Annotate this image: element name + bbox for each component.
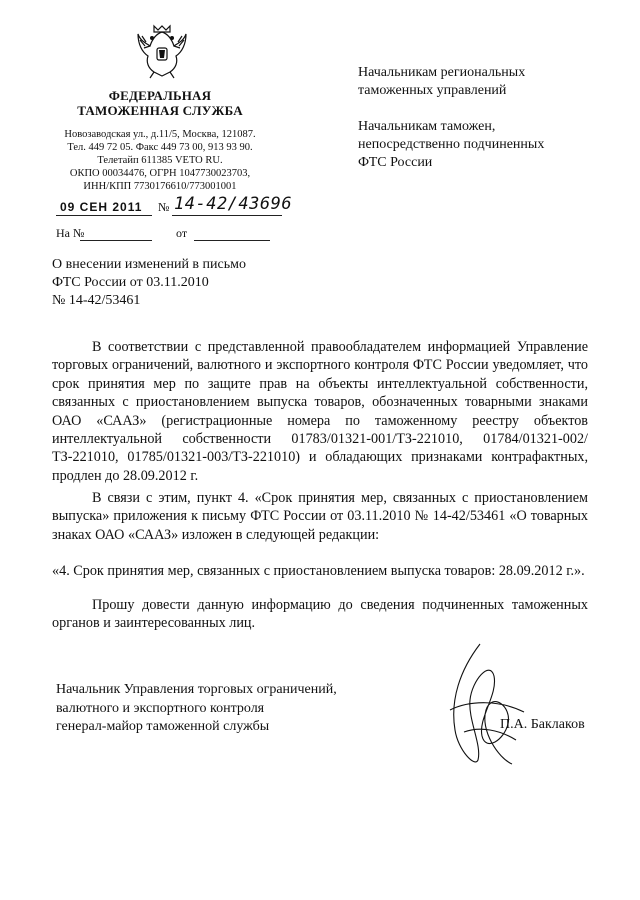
reference-date-blank: [194, 240, 270, 241]
signatory-title-line2: валютного и экспортного контроля: [56, 700, 265, 716]
signatory-name: П.А. Баклаков: [500, 717, 585, 732]
letter-subject: [52, 256, 312, 310]
org-address: Новозаводская ул., д.11/5, Москва, 121087.: [64, 129, 256, 140]
org-phones: Тел. 449 72 05. Факс 449 73 00, 913 93 90.: [67, 142, 253, 153]
reference-number-label: На №: [56, 226, 85, 240]
addressee-customs-line3: ФТС России: [358, 155, 433, 170]
registration-date-stamp: 09 СЕН 2011: [60, 200, 143, 214]
addressee-customs-line1: Начальникам таможен,: [358, 119, 496, 134]
coat-of-arms-icon: [134, 22, 190, 80]
addressee-customs-line2: непосредственно подчиненных: [358, 137, 545, 152]
addressee-regional-line1: Начальникам региональных: [358, 65, 526, 80]
handwritten-signature: [420, 640, 530, 775]
registration-number-label: №: [158, 200, 170, 214]
reference-from-label: от: [176, 226, 188, 240]
subject-line3: № 14-42/53461: [52, 293, 141, 308]
subject-line2: ФТС России от 03.11.2010: [52, 275, 209, 290]
org-name-line1: ФЕДЕРАЛЬНАЯ: [108, 88, 212, 103]
number-underline: [172, 215, 282, 216]
reference-number-blank: [80, 240, 152, 241]
signatory-title: [56, 681, 337, 737]
body-paragraph-3: «4. Срок принятия мер, связанных с приостановлением выпуска товаров: 28.09.2012 г.».: [52, 563, 585, 579]
org-inn-kpp: ИНН/КПП 7730176610/773001001: [83, 181, 237, 192]
subject-line1: О внесении изменений в письмо: [52, 257, 246, 272]
addressee-regional-line2: таможенных управлений: [358, 83, 507, 98]
body-paragraph-2: В связи с этим, пункт 4. «Срок принятия мер, связанных с приостановлением выпуска» приложения к письму ФТС России от 03.11.2010 № 14-42/53461 «О товарных знаках ОАО «СААЗ» изложен в следующей редакции:: [52, 490, 588, 543]
signatory-title-line3: генерал-майор таможенной службы: [56, 719, 270, 734]
org-name-line2: ТАМОЖЕННАЯ СЛУЖБА: [77, 103, 243, 118]
date-underline: [56, 215, 152, 216]
signatory-title-line1: Начальник Управления торговых ограничений,: [56, 682, 337, 697]
body-paragraph-1: В соответствии с представленной правообладателем информацией Управление торговых ограничений, валютного и экспортного контроля ФТС России уведомляет, что срок принятия мер по защите прав на объекты интеллектуальной собственности, связанных с приостановлением выпуска товаров, обозначенных товарными знаками ОАО «СААЗ» (регистрационные номера по таможенному реестру объектов интеллектуальной собственности 01783/01321-001/ТЗ-221010, 01784/01321-002/ТЗ-221010, 01785/01321-003/ТЗ-221010) и обладающих признаками контрафактных, продлен до 28.09.2012 г.: [52, 339, 588, 484]
registration-number-handwritten: 14-42/43696: [174, 194, 293, 214]
body-paragraph-4: Прошу довести данную информацию до сведения подчиненных таможенных органов и заинтересованных лиц.: [52, 597, 588, 632]
org-okpo-ogrn: ОКПО 00034476, ОГРН 1047730023703,: [69, 168, 251, 179]
org-teletype: Телетайп 611385 VETO RU.: [97, 155, 223, 166]
